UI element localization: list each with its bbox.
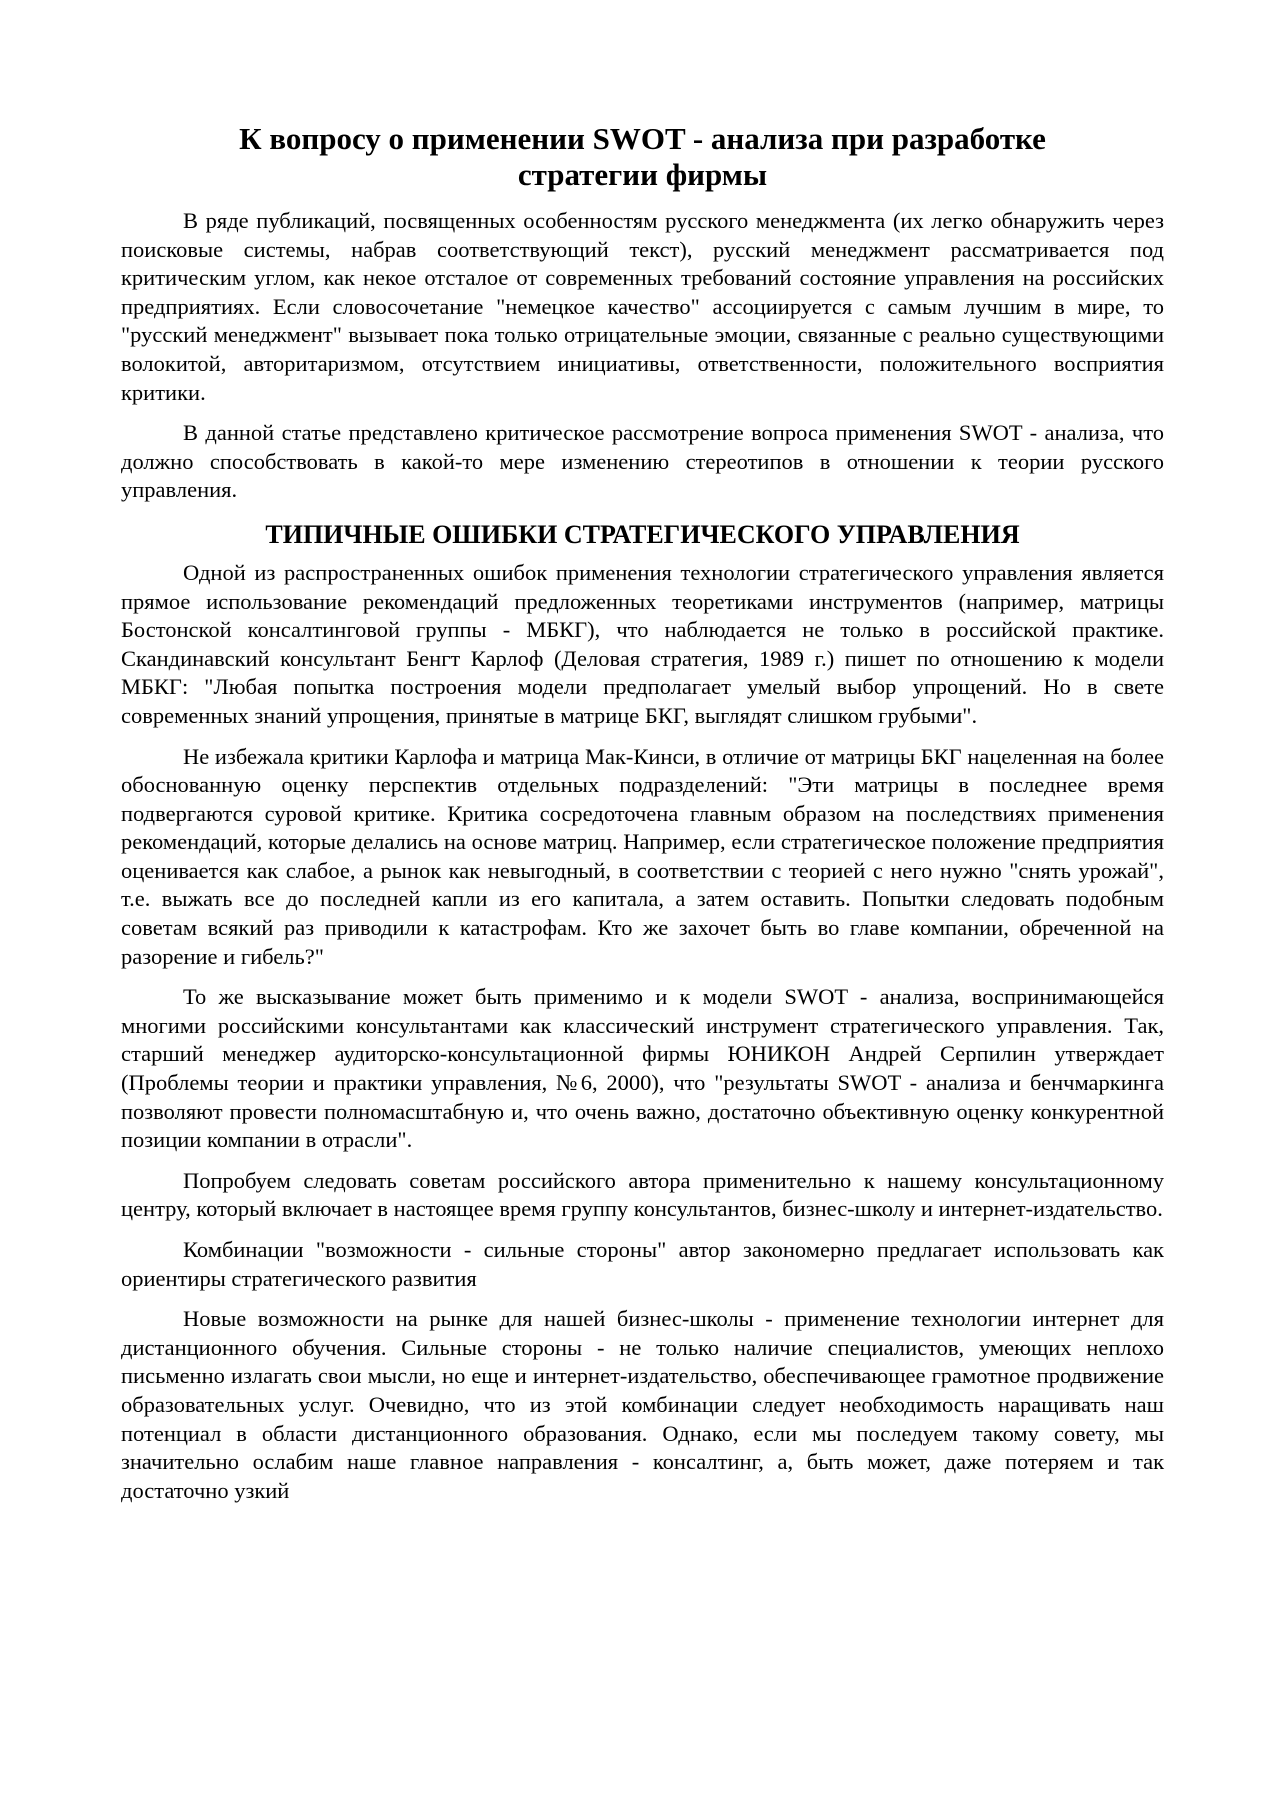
section-heading: ТИПИЧНЫЕ ОШИБКИ СТРАТЕГИЧЕСКОГО УПРАВЛЕНИЯ	[265, 519, 1020, 549]
section-paragraph-5: Комбинации "возможности - сильные стороны" автор закономерно предлагает использовать как ориентиры стратегического развития	[121, 1237, 1164, 1291]
section-paragraph-6: Новые возможности на рынке для нашей бизнес-школы - применение технологии интернет для дистанционного обучения. Сильные стороны - не только наличие специалистов, умеющих неплохо письменно излагать свои мысли, но еще и интернет-издательство, обеспечивающее грамотное продвижение образовательных услуг. Очевидно, что из этой комбинации следует необходимость наращивать наш потенциал в области дистанционного образования. Однако, если мы последуем такому совету, мы значительно ослабим наше главное направления - консалтинг, а, быть может, даже потеряем и так достаточно узкий	[121, 1306, 1164, 1503]
section-paragraph-2: Не избежала критики Карлофа и матрица Мак-Кинси, в отличие от матрицы БКГ нацеленная на более обоснованную оценку перспектив отдельных подразделений: "Эти матрицы в последнее время подвергаются суровой критике. Критика сосредоточена главным образом на последствиях применения рекомендаций, которые делались на основе матриц. Например, если стратегическое положение предприятия оценивается как слабое, а рынок как невыгодный, в соответствии с теорией с него нужно "снять урожай", т.е. выжать все до последней капли из его капитала, а затем оставить. Попытки следовать подобным советам всякий раз приводили к катастрофам. Кто же захочет быть во главе компании, обреченной на разорение и гибель?"	[121, 743, 1164, 969]
section-paragraph-4: Попробуем следовать советам российского автора применительно к нашему консультационному центру, который включает в настоящее время группу консультантов, бизнес-школу и интернет-издательство.	[121, 1167, 1164, 1222]
document-title-line-2: стратегии фирмы	[517, 157, 768, 192]
section-paragraph-3: То же высказывание может быть применимо и к модели SWOT - анализа, воспринимающейся многими российскими консультантами как классический инструмент стратегического управления. Так, старший менеджер аудиторско-консультационной фирмы ЮНИКОН Андрей Серпилин утверждает (Проблемы теории и практики управления, №6, 2000), что "результаты SWOT - анализа и бенчмаркинга позволяют провести полномасштабную и, что очень важно, достаточно объективную оценку конкурентной позиции компании в отрасли".	[121, 984, 1164, 1153]
section-paragraph-1: Одной из распространенных ошибок применения технологии стратегического управления является прямое использование рекомендаций предложенных теоретиками инструментов (например, матрицы Бостонской консалтинговой группы - МБКГ), что наблюдается не только в российской практике. Скандинавский консультант Бенгт Карлоф (Деловая стратегия, 1989 г.) пишет по отношению к модели МБКГ: "Любая попытка построения модели предполагает умелый выбор упрощений. Но в свете современных знаний упрощения, принятые в матрице БКГ, выглядят слишком грубыми".	[121, 559, 1164, 728]
document-body	[121, 121, 1164, 1517]
intro-paragraph-1: В ряде публикаций, посвященных особенностям русского менеджмента (их легко обнаружить через поисковые системы, набрав соответствующий текст), русский менеджмент рассматривается под критическим углом, как некое отсталое от современных требований состояние управления на российских предприятиях. Если словосочетание "немецкое качество" ассоциируется с самым лучшим в мире, то "русский менеджмент" вызывает пока только отрицательные эмоции, связанные с реально существующими волокитой, авторитаризмом, отсутствием инициативы, ответственности, положительного восприятия критики.	[121, 208, 1164, 405]
document-title-line-1: К вопросу о применении SWOT - анализа при разработке	[239, 121, 1046, 156]
document-title	[121, 121, 1164, 193]
intro-paragraph-2: В данной статье представлено критическое рассмотрение вопроса применения SWOT - анализа, что должно способствовать в какой-то мере изменению стереотипов в отношении к теории русского управления.	[121, 420, 1164, 503]
